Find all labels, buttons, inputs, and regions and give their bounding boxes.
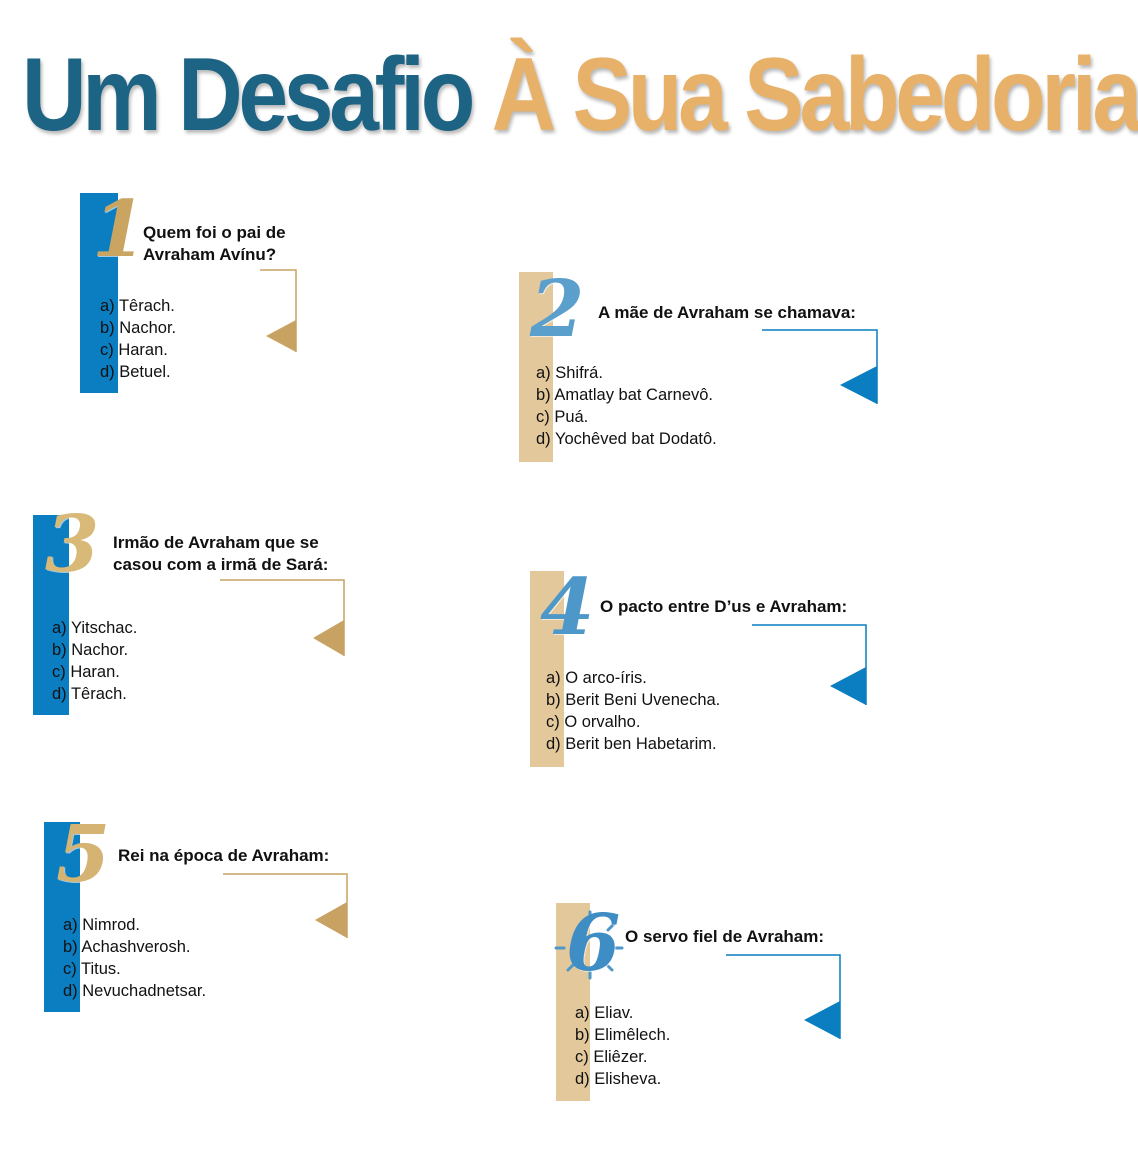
answer-option[interactable]: d) Nevuchadnetsar. bbox=[63, 982, 207, 1000]
question-text bbox=[118, 845, 329, 867]
question-line: O servo fiel de Avraham: bbox=[625, 927, 825, 946]
question-number: 2 bbox=[530, 264, 585, 355]
answer-option[interactable]: b) Berit Beni Uvenecha. bbox=[546, 691, 721, 709]
question-text bbox=[113, 532, 328, 576]
answer-options bbox=[575, 1002, 670, 1090]
arrow-pointer-icon bbox=[762, 328, 882, 408]
question-line: Rei na época de Avraham: bbox=[118, 846, 330, 865]
question-text bbox=[600, 596, 847, 618]
answer-option[interactable]: c) Haran. bbox=[52, 663, 120, 681]
question-line: Irmão de Avraham que se bbox=[113, 533, 319, 552]
question-number: 4 bbox=[540, 562, 595, 653]
answer-option[interactable]: d) Yochêved bat Dodatô. bbox=[536, 430, 717, 448]
arrow-pointer-icon bbox=[726, 953, 846, 1043]
answer-option[interactable]: a) Nimrod. bbox=[63, 916, 141, 934]
arrow-pointer-icon bbox=[220, 578, 350, 660]
question-number: 3 bbox=[45, 499, 100, 590]
answer-option[interactable]: d) Betuel. bbox=[100, 363, 171, 381]
question-line: A mãe de Avraham se chamava: bbox=[598, 303, 856, 322]
question-text bbox=[598, 302, 856, 324]
answer-option[interactable]: d) Berit ben Habetarim. bbox=[546, 735, 717, 753]
answer-option[interactable]: b) Achashverosh. bbox=[63, 938, 191, 956]
title-part-1: Um Desafio bbox=[22, 37, 472, 153]
arrow-pointer-icon bbox=[260, 268, 300, 358]
question-number: 6 bbox=[566, 898, 621, 989]
answer-option[interactable]: c) O orvalho. bbox=[546, 713, 641, 731]
answer-option[interactable]: b) Amatlay bat Carnevô. bbox=[536, 386, 714, 404]
arrow-pointer-icon bbox=[223, 872, 353, 942]
question-number: 5 bbox=[56, 809, 111, 900]
answer-option[interactable]: c) Haran. bbox=[100, 341, 168, 359]
answer-option[interactable]: a) Yitschac. bbox=[52, 619, 138, 637]
answer-option[interactable]: a) O arco-íris. bbox=[546, 669, 647, 687]
question-number: 1 bbox=[92, 184, 147, 275]
answer-option[interactable]: b) Elimêlech. bbox=[575, 1026, 671, 1044]
answer-options bbox=[63, 914, 206, 1002]
answer-options bbox=[536, 362, 717, 450]
question-line: O pacto entre D’us e Avraham: bbox=[600, 597, 848, 616]
answer-option[interactable]: a) Shifrá. bbox=[536, 364, 603, 382]
arrow-pointer-icon bbox=[752, 623, 872, 709]
answer-options bbox=[100, 295, 176, 383]
question-line: Avraham Avínu? bbox=[143, 245, 277, 264]
answer-option[interactable]: d) Elisheva. bbox=[575, 1070, 662, 1088]
answer-option[interactable]: a) Têrach. bbox=[100, 297, 175, 315]
question-line: Quem foi o pai de bbox=[143, 223, 286, 242]
title-part-2: À Sua Sabedoria bbox=[491, 37, 1138, 153]
answer-option[interactable]: b) Nachor. bbox=[100, 319, 177, 337]
answer-option[interactable]: d) Têrach. bbox=[52, 685, 127, 703]
answer-options bbox=[52, 617, 137, 705]
answer-option[interactable]: c) Puá. bbox=[536, 408, 589, 426]
question-line: casou com a irmã de Sará: bbox=[113, 555, 329, 574]
answer-option[interactable]: a) Eliav. bbox=[575, 1004, 634, 1022]
answer-options bbox=[546, 667, 720, 755]
answer-option[interactable]: b) Nachor. bbox=[52, 641, 129, 659]
answer-option[interactable]: c) Titus. bbox=[63, 960, 121, 978]
question-text bbox=[625, 926, 824, 948]
answer-option[interactable]: c) Eliêzer. bbox=[575, 1048, 648, 1066]
page-title bbox=[22, 37, 1138, 153]
question-text bbox=[143, 222, 286, 266]
